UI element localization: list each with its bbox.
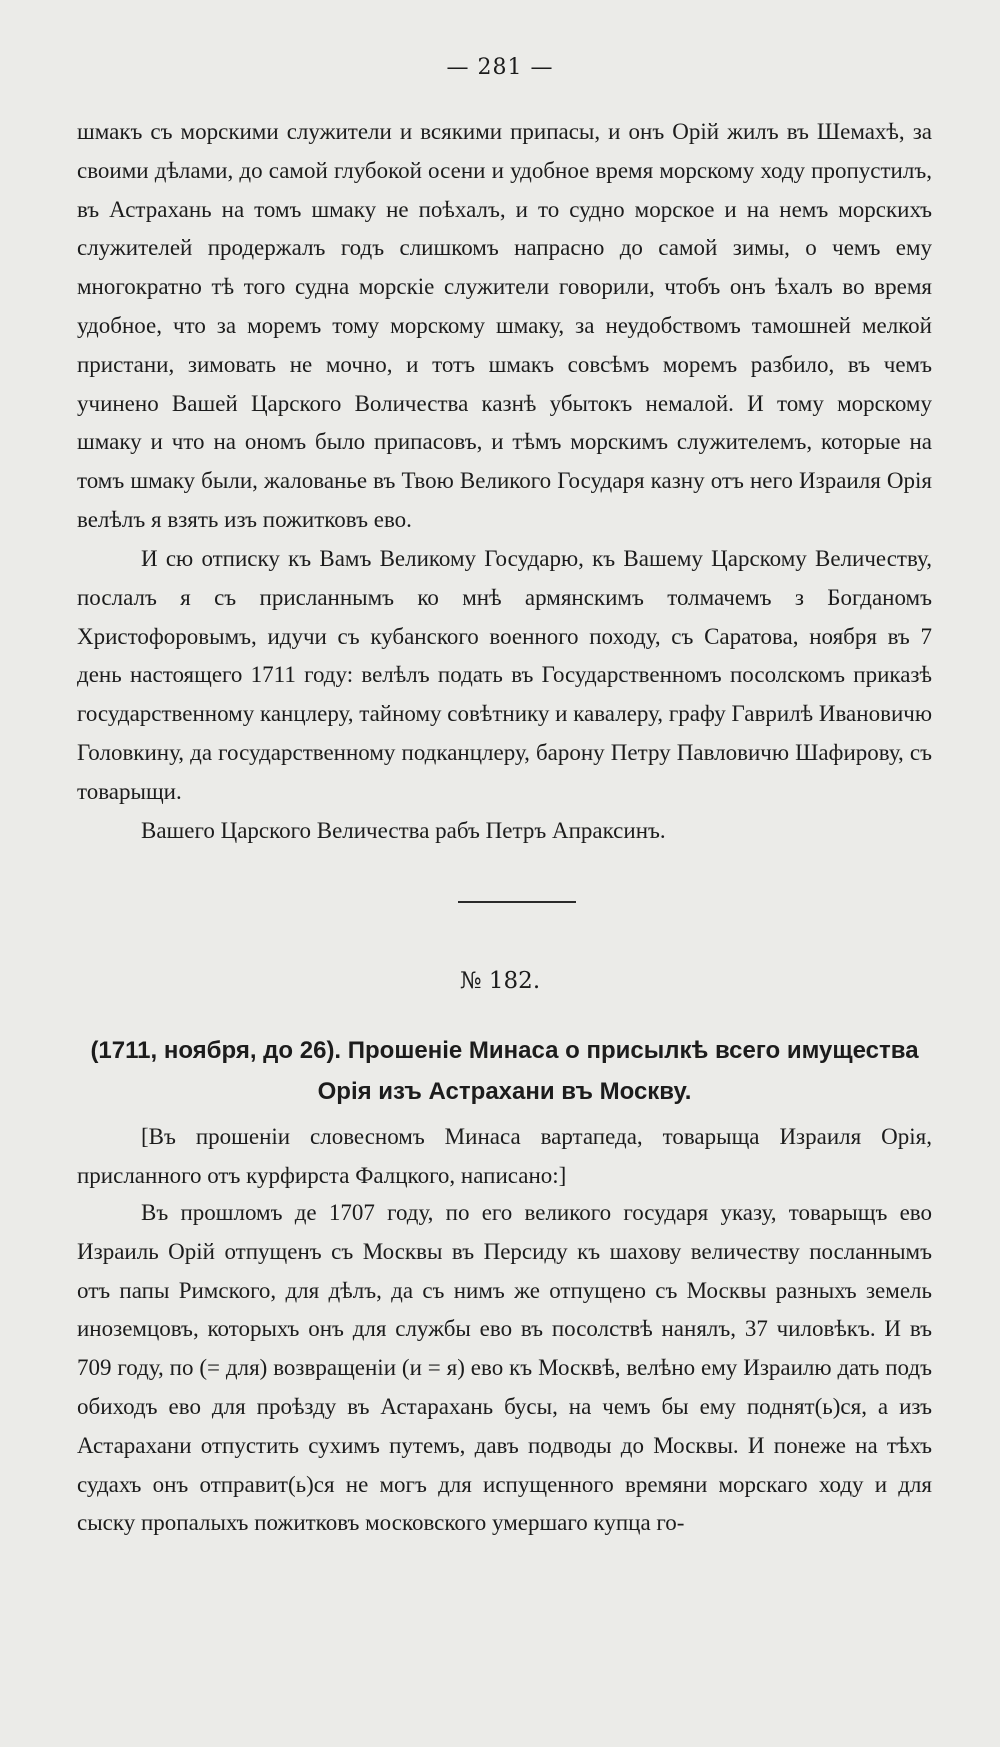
page-number: — 281 —: [446, 55, 554, 80]
petition-paragraph: Въ прошломъ де 1707 году, по его великого государя указу, товарыщъ ево Израиль Орій отпущенъ съ Москвы въ Персиду къ шахову величеству посланнымъ отъ папы Римского, для дѣлъ, да съ нимъ же отпущено съ Москвы разныхъ земель иноземцовъ, которыхъ онъ для службы ево въ посолствѣ нанялъ, 37 чиловѣкъ. И въ 709 году, по (= для) возвращеніи (и = я) ево къ Москвѣ, велѣно ему Израилю дать подъ обиходъ ево для проѣзду въ Астарахань бусы, на чемъ бы ему поднят(ь)ся, а изъ Астарахани отпустить сухимъ путемъ, давъ подводы до Москвы. И понеже на тѣхъ судахъ онъ отправит(ь)ся не могъ для испущенного времяни морскаго ходу и для сыску пропалыхъ пожитковъ московского умершаго купца го-: [77, 1200, 932, 1536]
section-divider: [458, 901, 576, 903]
letter-paragraph-closing: И сю отписку къ Вамъ Великому Государю, къ Вашему Царскому Величеству, послалъ я съ присланнымъ ко мнѣ армянскимъ толмачемъ з Богданомъ Христофоровымъ, идучи съ кубанского военного походу, съ Саратова, ноября въ 7 день настоящего 1711 году: велѣлъ подать въ Государственномъ посолскомъ приказѣ государственному канцлеру, тайному совѣтнику и кавалеру, графу Гаврилѣ Ивановичю Головкину, да государственному подканцлеру, барону Петру Павловичю Шафирову, съ товарыщи.: [77, 546, 932, 804]
document-heading: (1711, ноября, до 26). Прошеніе Минаса о присылкѣ всего имущества Орія изъ Астрахани въ Москву.: [90, 1037, 919, 1105]
letter-paragraph-continued: шмакъ съ морскими служители и всякими припасы, и онъ Орій жилъ въ Шемахѣ, за своими дѣлами, до самой глубокой осени и удобное время морскому ходу пропустилъ, въ Астрахань на томъ шмаку не поѣхалъ, и то судно морское и на немъ морскихъ служителей продержалъ годъ слишкомъ напрасно до самой зимы, о чемъ ему многократно тѣ того судна морскіе служители говорили, чтобъ онъ ѣхалъ во время удобное, что за моремъ тому морскому шмаку, за неудобствомъ тамошней мелкой пристани, зимовать не мочно, и тотъ шмакъ совсѣмъ моремъ разбило, въ чемъ учинено Вашей Царского Воличества казнѣ убытокъ немалой. И тому морскому шмаку и что на ономъ было припасовъ, и тѣмъ морскимъ служителемъ, которые на томъ шмаку были, жалованье въ Твою Великого Государя казну отъ него Израиля Орія велѣлъ я взять изъ пожитковъ ево.: [77, 119, 932, 532]
document-number: № 182.: [459, 968, 541, 994]
letter-signature: Вашего Царского Величества рабъ Петръ Апраксинъ.: [141, 818, 666, 843]
editorial-note: [Въ прошеніи словесномъ Минаса вартапеда, товарыща Израиля Орія, присланного отъ курфирста Фалцкого, написано:]: [77, 1124, 932, 1188]
